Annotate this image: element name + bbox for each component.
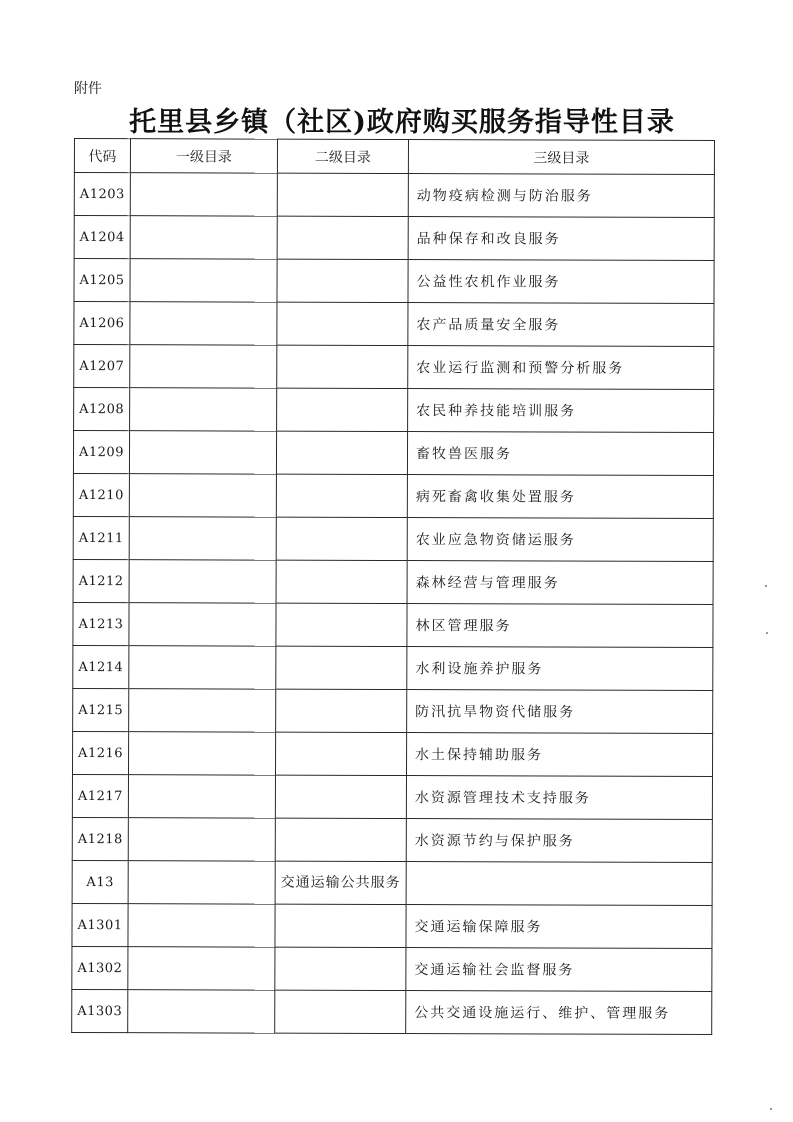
cell-code: A1303 <box>72 989 128 1032</box>
cell-level3: 水资源节约与保护服务 <box>406 819 712 863</box>
cell-code: A1211 <box>73 516 129 559</box>
cell-level1 <box>129 732 276 775</box>
cell-level3: 病死畜禽收集处置服务 <box>407 475 713 519</box>
cell-level1 <box>130 259 277 302</box>
cell-level2 <box>276 517 407 560</box>
cell-level1 <box>129 517 276 560</box>
cell-level3: 水资源管理技术支持服务 <box>406 776 712 820</box>
cell-level3: 公益性农机作业服务 <box>408 260 714 304</box>
cell-level2 <box>276 560 407 603</box>
cell-code: A1302 <box>72 946 128 989</box>
table-header <box>74 139 714 175</box>
cell-level2 <box>277 345 408 388</box>
table-body <box>72 173 715 1035</box>
cell-level2 <box>275 775 406 818</box>
attachment-label: 附件 <box>74 81 102 97</box>
cell-code: A1206 <box>74 302 130 345</box>
cell-level3: 农业应急物资储运服务 <box>407 518 713 562</box>
cell-level1 <box>130 388 277 431</box>
table-row <box>74 302 714 347</box>
cell-level3 <box>406 862 712 906</box>
cell-level3: 森林经营与管理服务 <box>407 561 713 605</box>
table-row <box>72 860 712 905</box>
cell-code: A1212 <box>73 559 129 602</box>
cell-level1 <box>129 646 276 689</box>
cell-level3: 动物疫病检测与防治服务 <box>408 174 714 218</box>
cell-code: A1208 <box>74 388 130 431</box>
cell-level3: 畜牧兽医服务 <box>407 432 713 476</box>
cell-level1 <box>129 474 276 517</box>
cell-code: A1214 <box>73 645 129 688</box>
cell-code: A1301 <box>72 903 128 946</box>
table-row <box>73 473 713 518</box>
cell-level3: 防汛抗旱物资代储服务 <box>407 690 713 734</box>
cell-code: A1217 <box>72 774 128 817</box>
table-row <box>72 774 712 819</box>
table-row <box>72 903 712 948</box>
cell-level3: 公共交通设施运行、维护、管理服务 <box>406 991 712 1035</box>
table-row <box>74 345 714 390</box>
cell-code: A1207 <box>74 345 130 388</box>
table-row <box>73 688 713 733</box>
cell-code: A1203 <box>74 173 130 216</box>
cell-code: A13 <box>72 860 128 903</box>
cell-level2 <box>277 388 408 431</box>
header-code: 代码 <box>74 139 130 173</box>
header-row <box>74 139 714 175</box>
cell-code: A1205 <box>74 259 130 302</box>
table-row <box>73 559 713 604</box>
scan-speck <box>765 585 767 587</box>
cell-code: A1210 <box>73 473 129 516</box>
cell-level2 <box>277 216 408 259</box>
catalog-table <box>71 138 715 1035</box>
cell-level1 <box>130 302 277 345</box>
scan-speck <box>766 632 768 634</box>
cell-level1 <box>128 775 275 818</box>
cell-level3: 农产品质量安全服务 <box>408 303 714 347</box>
cell-level2 <box>276 474 407 517</box>
cell-code: A1209 <box>73 431 129 474</box>
table-row <box>73 731 713 776</box>
table-row <box>72 946 712 991</box>
cell-code: A1218 <box>72 817 128 860</box>
cell-level3: 水利设施养护服务 <box>407 647 713 691</box>
cell-level2 <box>275 818 406 861</box>
cell-level1 <box>128 818 275 861</box>
cell-level3: 农业运行监测和预警分析服务 <box>408 346 714 390</box>
table-row <box>73 431 713 476</box>
cell-level2 <box>277 302 408 345</box>
cell-level1 <box>130 345 277 388</box>
table-row <box>73 516 713 561</box>
cell-level2 <box>276 603 407 646</box>
table-row <box>72 817 712 862</box>
cell-level1 <box>128 990 275 1033</box>
header-level3: 三级目录 <box>408 140 714 175</box>
cell-level1 <box>129 431 276 474</box>
cell-level2 <box>276 689 407 732</box>
cell-level2 <box>277 259 408 302</box>
cell-level1 <box>129 603 276 646</box>
cell-code: A1215 <box>73 688 129 731</box>
cell-level2 <box>276 431 407 474</box>
cell-level2 <box>275 904 406 947</box>
table-row <box>74 216 714 261</box>
table-row <box>74 259 714 304</box>
cell-level3: 水土保持辅助服务 <box>406 733 712 777</box>
page-title: 托里县乡镇（社区)政府购买服务指导性目录 <box>129 107 675 138</box>
cell-level1 <box>130 216 277 259</box>
cell-level2 <box>275 990 406 1033</box>
cell-level2 <box>275 947 406 990</box>
cell-level1 <box>128 861 275 904</box>
cell-level3: 农民种养技能培训服务 <box>408 389 714 433</box>
cell-code: A1213 <box>73 602 129 645</box>
table-row <box>72 989 712 1034</box>
cell-level1 <box>128 904 275 947</box>
cell-level1 <box>130 173 277 216</box>
header-level1: 一级目录 <box>130 139 277 173</box>
header-level2: 二级目录 <box>277 139 408 173</box>
table-row <box>73 645 713 690</box>
cell-level3: 交通运输社会监督服务 <box>406 948 712 992</box>
cell-level2 <box>277 173 408 216</box>
cell-level1 <box>129 560 276 603</box>
cell-level3: 品种保存和改良服务 <box>408 217 714 261</box>
cell-level1 <box>129 689 276 732</box>
cell-code: A1204 <box>74 216 130 259</box>
cell-code: A1216 <box>73 731 129 774</box>
cell-level3: 林区管理服务 <box>407 604 713 648</box>
table-row <box>74 388 714 433</box>
cell-level3: 交通运输保障服务 <box>406 905 712 949</box>
cell-level1 <box>128 947 275 990</box>
table-row <box>73 602 713 647</box>
scan-speck <box>770 1108 772 1110</box>
cell-level2: 交通运输公共服务 <box>275 861 406 904</box>
cell-level2 <box>275 732 406 775</box>
cell-level2 <box>276 646 407 689</box>
table-row <box>74 173 714 218</box>
